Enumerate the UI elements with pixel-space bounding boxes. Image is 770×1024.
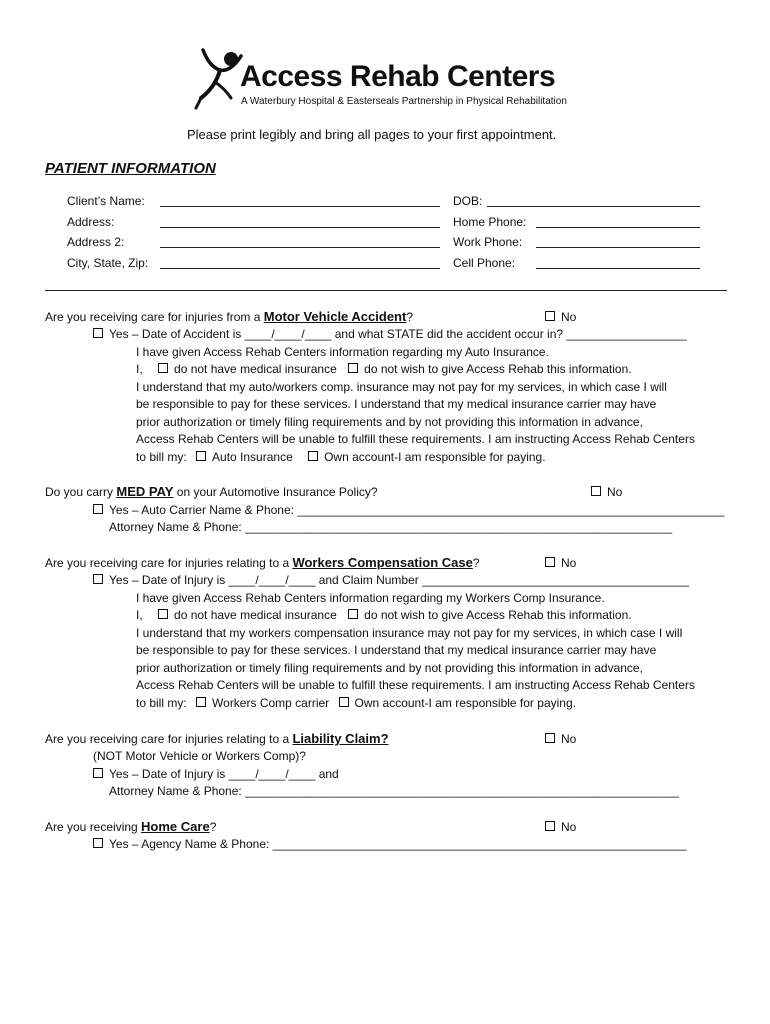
- workers-no-option[interactable]: [545, 556, 576, 570]
- motor-line4: be responsible to pay for these services. I understand that my medical insurance carrier may have: [136, 397, 657, 411]
- section-divider: [45, 290, 727, 291]
- workers-no-medical-label: do not have medical insurance: [174, 608, 337, 622]
- medpay-question-keyword: MED PAY: [116, 484, 174, 499]
- motor-bill-label: to bill my:: [136, 450, 187, 464]
- address2-field[interactable]: [160, 235, 440, 248]
- workers-line7: [136, 696, 576, 710]
- liability-no-option[interactable]: [545, 732, 576, 746]
- motor-own-account-label: Own account-I am responsible for paying.: [324, 450, 546, 464]
- workers-yes-label: Yes – Date of Injury is ____/____/____ and Claim Number ________________________________________: [109, 573, 690, 587]
- workers-line4: be responsible to pay for these services. I understand that my medical insurance carrier may have: [136, 643, 657, 657]
- address-label: Address:: [67, 215, 115, 229]
- checkbox-icon[interactable]: [158, 363, 168, 373]
- motor-yes-option[interactable]: [93, 327, 687, 341]
- workers-bill-label: to bill my:: [136, 696, 187, 710]
- motor-line3: I understand that my auto/workers comp. insurance may not pay for my services, in which case I will: [136, 380, 667, 394]
- motor-no-label: No: [561, 310, 577, 324]
- checkbox-icon[interactable]: [545, 821, 555, 831]
- homecare-yes-option[interactable]: [93, 837, 686, 851]
- homecare-question-keyword: Home Care: [141, 819, 210, 834]
- workers-line6: Access Rehab Centers will be unable to fulfill these requirements. I am instructing Access Rehab Centers: [136, 678, 695, 692]
- patient-info-heading: PATIENT INFORMATION: [45, 160, 216, 177]
- workers-no-label: No: [561, 556, 577, 570]
- motor-line2-i: I,: [136, 362, 143, 376]
- checkbox-icon[interactable]: [93, 838, 103, 848]
- home-phone-field[interactable]: [536, 215, 700, 228]
- medpay-question: [45, 485, 378, 499]
- checkbox-icon[interactable]: [196, 697, 206, 707]
- client-name-label: Client’s Name:: [67, 194, 145, 208]
- checkbox-icon[interactable]: [308, 451, 318, 461]
- motor-line5: prior authorization or timely filing requirements and by not providing this information in advance,: [136, 415, 643, 429]
- workers-no-wish-label: do not wish to give Access Rehab this information.: [364, 608, 632, 622]
- checkbox-icon[interactable]: [93, 504, 103, 514]
- medpay-no-label: No: [607, 485, 623, 499]
- checkbox-icon[interactable]: [93, 574, 103, 584]
- logo-title: Access Rehab Centers: [240, 60, 556, 93]
- work-phone-field[interactable]: [536, 235, 700, 248]
- workers-question-text: Are you receiving care for injuries relating to a: [45, 556, 293, 570]
- motor-question-keyword: Motor Vehicle Accident: [263, 309, 407, 324]
- homecare-no-option[interactable]: [545, 820, 576, 834]
- client-name-field[interactable]: [160, 194, 440, 207]
- address-field[interactable]: [160, 215, 440, 228]
- motor-question-text: Are you receiving care for injuries from a: [45, 310, 264, 324]
- medpay-no-option[interactable]: [591, 485, 622, 499]
- workers-line1: I have given Access Rehab Centers information regarding my Workers Comp Insurance.: [136, 591, 605, 605]
- homecare-question-end: ?: [209, 820, 217, 834]
- homecare-no-label: No: [561, 820, 577, 834]
- address2-label: Address 2:: [67, 235, 125, 249]
- medpay-attorney: Attorney Name & Phone: ________________________________________________________________: [109, 520, 673, 534]
- logo-subtitle: A Waterbury Hospital & Easterseals Partnership in Physical Rehabilitation: [241, 96, 567, 107]
- motor-auto-insurance-label: Auto Insurance: [212, 450, 293, 464]
- home-phone-label: Home Phone:: [453, 215, 527, 229]
- medpay-question-end: on your Automotive Insurance Policy?: [173, 485, 378, 499]
- checkbox-icon[interactable]: [545, 557, 555, 567]
- motor-no-option[interactable]: [545, 310, 576, 324]
- liability-yes-label: Yes – Date of Injury is ____/____/____ and: [109, 767, 339, 781]
- workers-line2-i: I,: [136, 608, 143, 622]
- homecare-question-text: Are you receiving: [45, 820, 142, 834]
- checkbox-icon[interactable]: [339, 697, 349, 707]
- checkbox-icon[interactable]: [545, 311, 555, 321]
- checkbox-icon[interactable]: [196, 451, 206, 461]
- dob-field[interactable]: [487, 194, 700, 207]
- workers-line3: I understand that my workers compensation insurance may not pay for my services, in which case I will: [136, 626, 683, 640]
- workers-carrier-label: Workers Comp carrier: [212, 696, 330, 710]
- dob-label: DOB:: [453, 194, 483, 208]
- motor-question: [45, 310, 413, 324]
- city-state-zip-label: City, State, Zip:: [67, 256, 149, 270]
- logo-figure-icon: [193, 46, 245, 112]
- liability-question-text: Are you receiving care for injuries relating to a: [45, 732, 293, 746]
- motor-yes-label: Yes – Date of Accident is ____/____/____ and what STATE did the accident occur in? __________________: [109, 327, 687, 341]
- liability-attorney: Attorney Name & Phone: _________________________________________________________________: [109, 784, 679, 798]
- workers-question: [45, 556, 480, 570]
- workers-own-account-label: Own account-I am responsible for paying.: [354, 696, 576, 710]
- city-state-zip-field[interactable]: [160, 256, 440, 269]
- motor-no-medical-label: do not have medical insurance: [174, 362, 337, 376]
- checkbox-icon[interactable]: [545, 733, 555, 743]
- workers-yes-option[interactable]: [93, 573, 689, 587]
- medpay-yes-option[interactable]: [93, 503, 724, 517]
- checkbox-icon[interactable]: [158, 609, 168, 619]
- checkbox-icon[interactable]: [348, 363, 358, 373]
- motor-question-end: ?: [406, 310, 414, 324]
- medpay-question-text: Do you carry: [45, 485, 117, 499]
- homecare-yes-label: Yes – Agency Name & Phone: ______________________________________________________________: [109, 837, 687, 851]
- workers-line5: prior authorization or timely filing requirements and by not providing this information in advance,: [136, 661, 643, 675]
- checkbox-icon[interactable]: [93, 328, 103, 338]
- motor-line2: [136, 362, 632, 376]
- medpay-yes-label: Yes – Auto Carrier Name & Phone: ________________________________________________________________: [109, 503, 725, 517]
- workers-line2: [136, 608, 632, 622]
- motor-no-wish-label: do not wish to give Access Rehab this information.: [364, 362, 632, 376]
- checkbox-icon[interactable]: [93, 768, 103, 778]
- cell-phone-label: Cell Phone:: [453, 256, 516, 270]
- workers-question-keyword: Workers Compensation Case: [292, 555, 473, 570]
- liability-question-keyword: Liability Claim?: [292, 731, 389, 746]
- instructions: Please print legibly and bring all pages to your first appointment.: [187, 127, 557, 142]
- checkbox-icon[interactable]: [348, 609, 358, 619]
- liability-yes-option[interactable]: [93, 767, 339, 781]
- workers-question-end: ?: [472, 556, 480, 570]
- motor-line1: I have given Access Rehab Centers information regarding my Auto Insurance.: [136, 345, 549, 359]
- liability-question: [45, 732, 389, 746]
- checkbox-icon[interactable]: [591, 486, 601, 496]
- motor-line7: [136, 450, 546, 464]
- motor-line6: Access Rehab Centers will be unable to fulfill these requirements. I am instructing Access Rehab Centers: [136, 432, 695, 446]
- liability-note: (NOT Motor Vehicle or Workers Comp)?: [93, 749, 306, 763]
- cell-phone-field[interactable]: [536, 256, 700, 269]
- homecare-question: [45, 820, 216, 834]
- liability-no-label: No: [561, 732, 577, 746]
- work-phone-label: Work Phone:: [453, 235, 523, 249]
